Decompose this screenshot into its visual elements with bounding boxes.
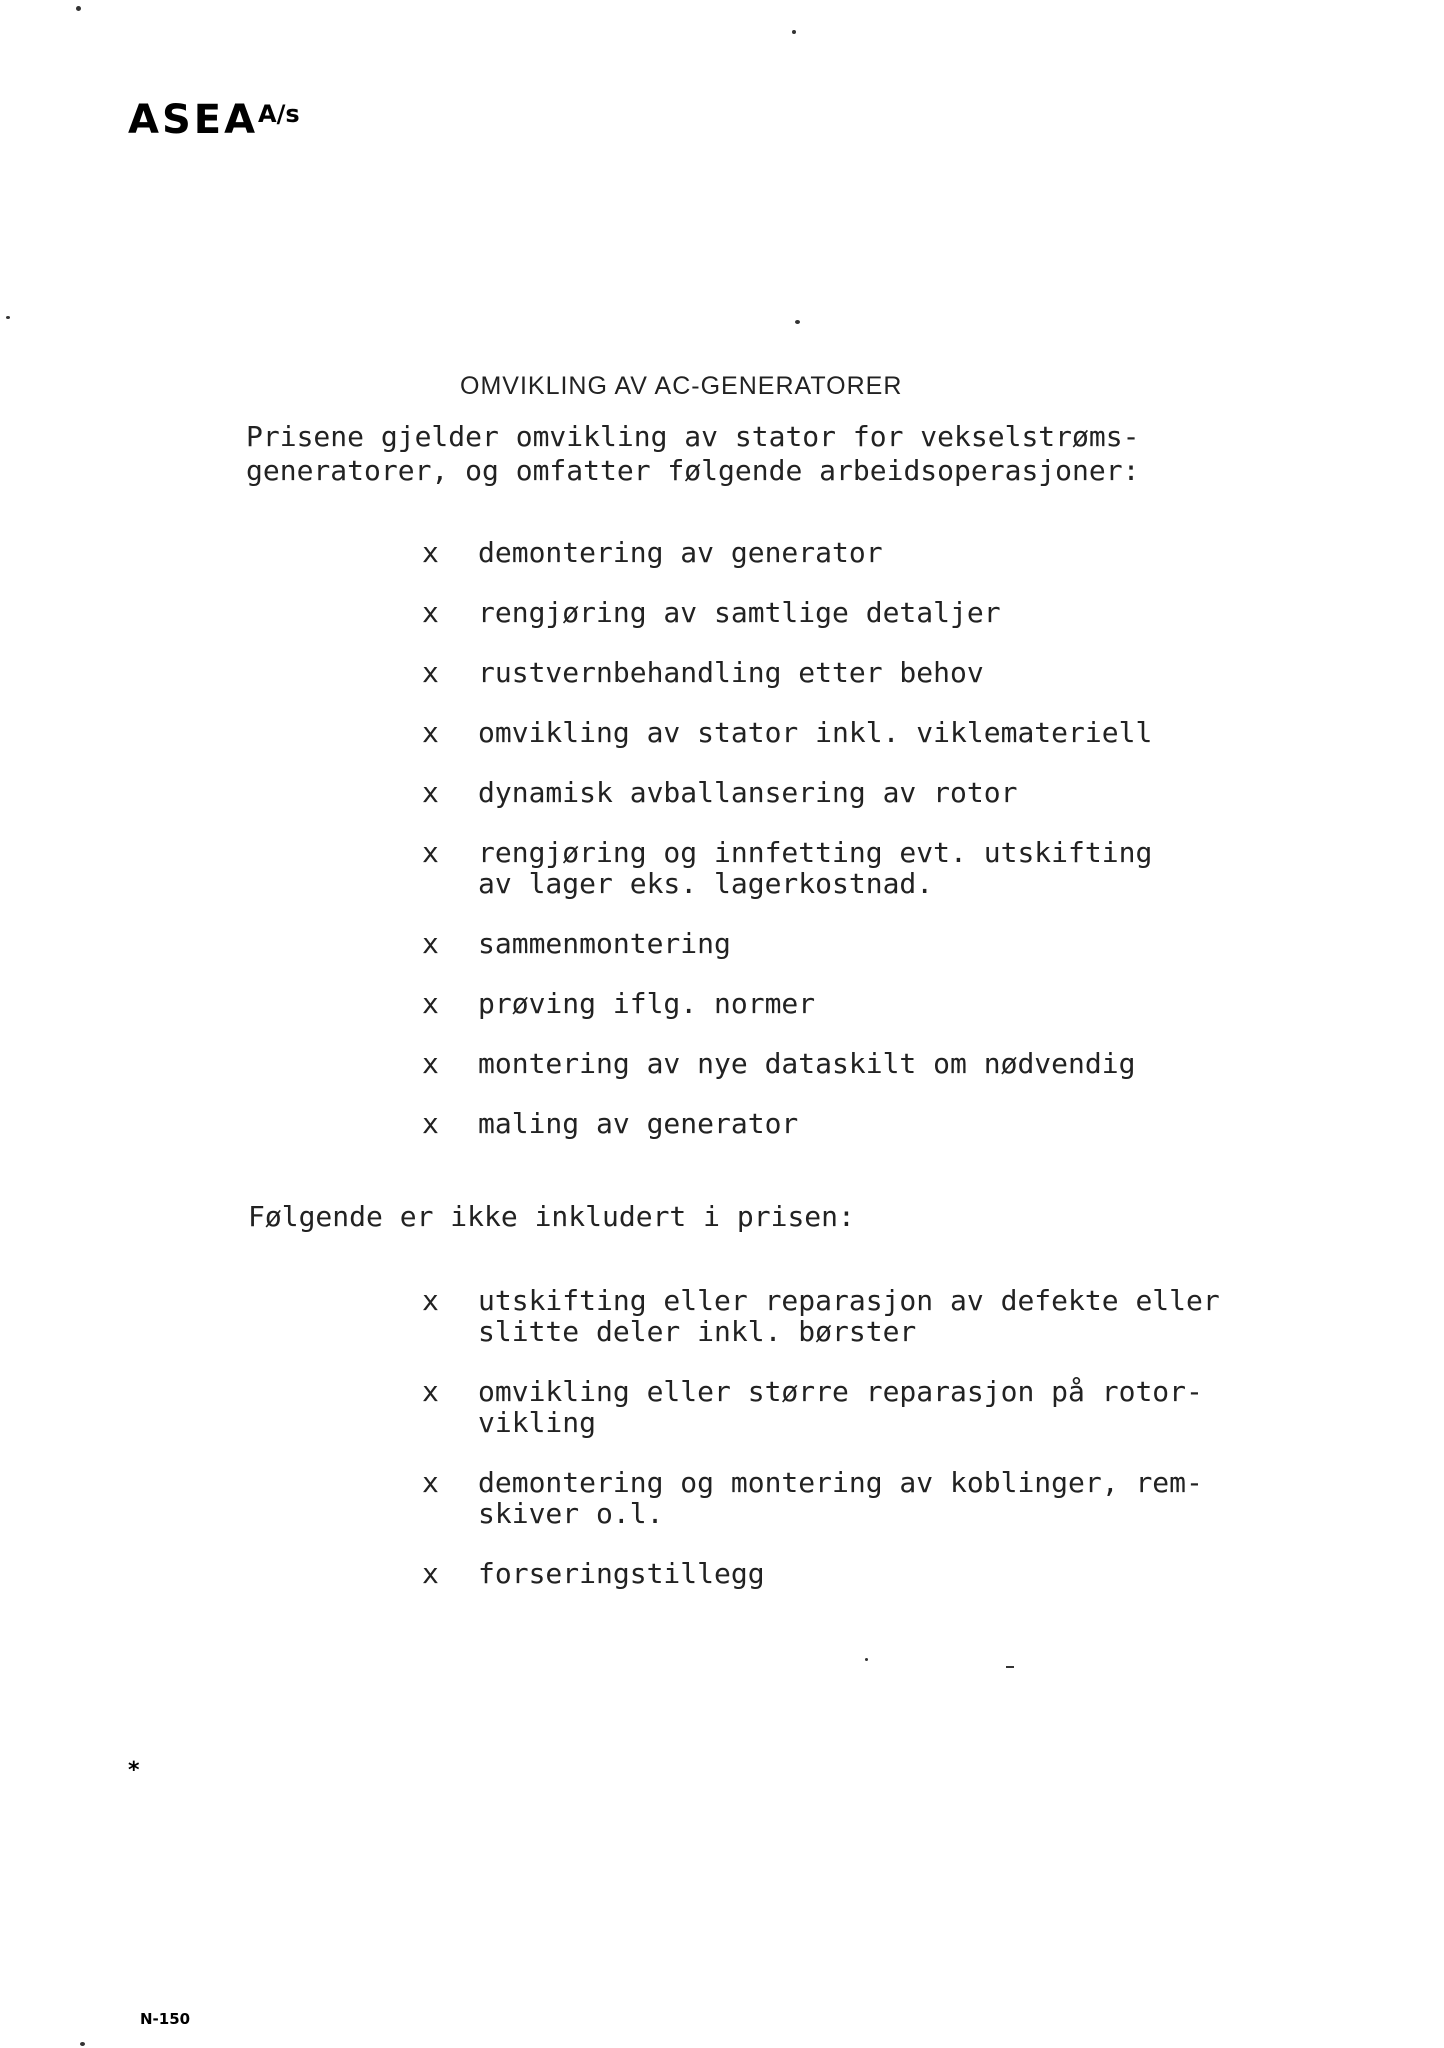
logo-suffix: A/s [258, 100, 300, 128]
list-item [422, 597, 1322, 628]
list-item [422, 717, 1322, 748]
list-marker: x [422, 987, 439, 1020]
list-item-text: utskifting eller reparasjon av defekte eller slitte deler inkl. børster [478, 1284, 1220, 1348]
form-code: N-150 [140, 2010, 191, 2028]
list-marker: x [422, 776, 439, 809]
list-item [422, 537, 1322, 568]
list-marker: x [422, 656, 439, 689]
excluded-items-list [422, 1285, 1302, 1618]
scan-speck [795, 320, 800, 324]
list-marker: x [422, 1047, 439, 1080]
list-marker: x [422, 1284, 439, 1317]
list-marker: x [422, 927, 439, 960]
list-marker: x [422, 596, 439, 629]
list-item [422, 988, 1322, 1019]
list-item [422, 1376, 1302, 1438]
list-item-text: omvikling av stator inkl. viklemateriell [478, 716, 1153, 749]
included-operations-list [422, 537, 1322, 1168]
document-title: OMVIKLING AV AC-GENERATORER [460, 372, 903, 400]
list-item-text: prøving iflg. normer [478, 987, 816, 1020]
list-marker: x [422, 536, 439, 569]
list-item-text: dynamisk avballansering av rotor [478, 776, 1018, 809]
list-marker: x [422, 836, 439, 869]
logo-text: ASEA [128, 97, 259, 143]
list-item [422, 1558, 1302, 1589]
list-marker: x [422, 1107, 439, 1140]
list-item [422, 1285, 1302, 1347]
list-item-text: omvikling eller større reparasjon på rotor- vikling [478, 1375, 1203, 1439]
scan-speck [80, 2042, 85, 2046]
list-item [422, 1108, 1322, 1139]
list-item-text: forseringstillegg [478, 1557, 765, 1590]
list-item-text: rengjøring av samtlige detaljer [478, 596, 1001, 629]
scan-speck [6, 316, 10, 319]
list-marker: x [422, 1466, 439, 1499]
list-item [422, 1048, 1322, 1079]
footnote-asterisk: * [128, 1758, 140, 1783]
list-item-text: montering av nye dataskilt om nødvendig [478, 1047, 1136, 1080]
list-item [422, 1467, 1302, 1529]
scan-speck [865, 1658, 868, 1661]
list-marker: x [422, 716, 439, 749]
list-item-text: demontering av generator [478, 536, 883, 569]
list-item [422, 928, 1322, 959]
company-logo [128, 97, 300, 143]
scan-speck [792, 30, 796, 34]
scan-speck [1006, 1666, 1014, 1668]
list-item-text: rustvernbehandling etter behov [478, 656, 984, 689]
list-item-text: rengjøring og innfetting evt. utskifting av lager eks. lagerkostnad. [478, 836, 1153, 900]
excluded-heading: Følgende er ikke inkludert i prisen: [248, 1200, 855, 1233]
list-item [422, 837, 1322, 899]
list-item-text: sammenmontering [478, 927, 731, 960]
list-marker: x [422, 1375, 439, 1408]
list-item [422, 777, 1322, 808]
list-item-text: demontering og montering av koblinger, rem- skiver o.l. [478, 1466, 1203, 1530]
intro-paragraph: Prisene gjelder omvikling av stator for vekselstrøms- generatorer, og omfatter følgende arbeidsoperasjoner: [246, 420, 1140, 487]
list-marker: x [422, 1557, 439, 1590]
list-item-text: maling av generator [478, 1107, 799, 1140]
scan-speck [76, 6, 81, 11]
list-item [422, 657, 1322, 688]
